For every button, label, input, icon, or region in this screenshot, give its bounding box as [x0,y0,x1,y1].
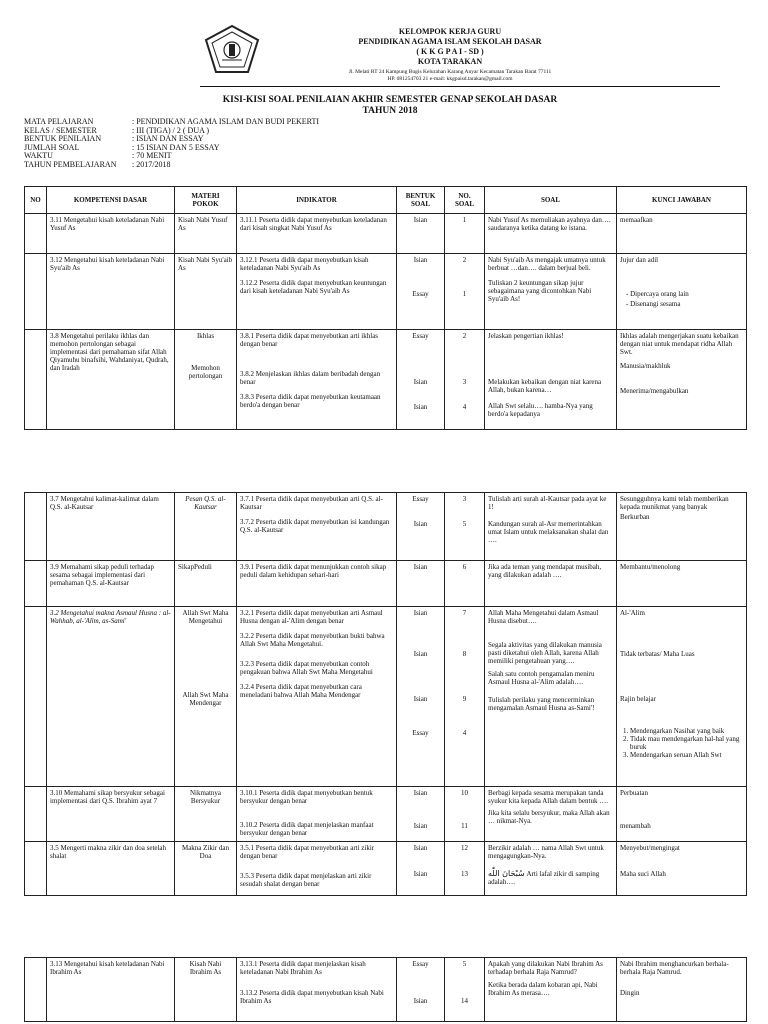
header-rule [200,86,720,87]
soal-line: Allah Maha Mengetahui dalam Asmaul Husna disebut…. [488,609,599,625]
indikator-cell [237,330,397,430]
kunci-cell: Membantu/menolong [617,561,747,607]
soal-cell [485,493,617,561]
indikator-line: 3.2.2 Peserta didik dapat menyebutkan bukti bahwa Allah Swt Maha Mengetahui. [240,632,385,648]
bentuk-line: Isian [413,520,428,528]
bentuk-line: Isian [413,997,428,1005]
bentuk-line: Isian [413,844,428,852]
soal-line: Berbagi kepada sesama merupakan tanda syukur kita kepada Allah dalam bentuk …. [488,789,608,805]
soal-cell: Jika ada teman yang mendapat musibah, yang dilakukan adalah …. [485,561,617,607]
bentuk-cell [397,254,445,330]
soal-line: Allah Swt selalu…. hamba-Nya yang berdo'a kepadanya [488,402,593,418]
bentuk-line: Isian [413,789,428,797]
soal-line: Apakah yang dilakukan Nabi Ibrahim As terhadap berhala Raja Namrud? [488,960,603,976]
materi-cell: Kisah Nabi Yusuf As [175,214,237,254]
table-row [25,607,747,787]
indikator-line: 3.8.2 Menjelaskan ikhlas dalam beribadah dengan benar [240,370,381,386]
kd-cell: 3.8 Mengetahui perilaku ikhlas dan memohon pertolongan sebagai implementasi dari pemahaman sifat Allah Qiyamuhu binafsihi, Wahdaniyat, Qudrah, dan Iradah [47,330,175,430]
meta-value: : 2017/2018 [132,159,171,169]
meta-key: MATA PELAJARAN [24,117,94,126]
nosoal-line: 5 [462,960,467,968]
nosoal-line: 10 [461,789,468,797]
kd-cell: 3.13 Mengetahui kisah keteladanan Nabi Ibrahim As [47,958,175,1022]
col-kompetensi: KOMPETENSI DASAR [47,187,175,214]
materi-cell: Kisah Nabi Syu'aib As [175,254,237,330]
bentuk-line: Isian [413,403,428,411]
kunci-line: Ikhlas adalah mengerjakan suatu kebaikan dengan niat untuk mendapat ridha Allah Swt. [620,332,739,356]
meta-key: JUMLAH SOAL [24,142,80,152]
indikator-line: 3.2.1 Peserta didik dapat menyebutkan arti Asmaul Husna dengan al-'Alim dengan benar [240,609,383,625]
nosoal-cell: 6 [445,561,485,607]
indikator-line: 3.10.2 Peserta didik dapat menjelaskan manfaat bersyukur dengan benar [240,821,374,837]
kunci-cell [617,493,747,561]
materi-line: Memohon pertolongan [188,364,223,380]
meta-key: TAHUN PEMBELAJARAN [24,159,117,169]
bentuk-cell [397,607,445,787]
kunci-list-item: 3. Mendengarkan seruan Allah Swt [630,751,743,759]
kisi-table-3 [24,957,747,1022]
nosoal-cell [445,607,485,787]
nosoal-line: 2 [462,256,467,264]
bentuk-line: Essay [412,290,429,298]
indikator-cell [237,493,397,561]
nosoal-cell: 1 [445,214,485,254]
org-name-4: KOTA TARAKAN [417,57,483,66]
kunci-line: Rajin belajar [620,695,656,703]
indikator-line: 3.8.1 Peserta didik dapat menyebutkan arti ikhlas dengan benar [240,332,379,348]
kunci-cell [617,787,747,842]
kunci-line: Menerima/mengabulkan [620,387,689,395]
meta-value: : 15 ISIAN DAN 5 ESSAY [132,142,220,152]
bentuk-cell [397,842,445,896]
soal-line: Melakukan kebaikan dengan niat karena Allah, bukan karena… [488,378,602,394]
table-row [25,842,747,896]
soal-cell [485,330,617,430]
kunci-line: Nabi Ibrahim menghancurkan berhala-berhala Raja Namrud. [620,960,729,976]
meta-row [24,161,319,170]
bentuk-line: Isian [413,822,428,830]
doc-title: KISI-KISI SOAL PENILAIAN AKHIR SEMESTER GENAP SEKOLAH DASAR [222,95,558,105]
indikator-cell [237,607,397,787]
kunci-cell [617,330,747,430]
nosoal-line: 14 [461,997,468,1005]
bentuk-line: Isian [413,609,428,617]
table-row [25,330,747,430]
kunci-line: Sesungguhnya kami telah memberikan kepada munikmat yang banyak [620,495,729,511]
table-row [25,493,747,561]
nosoal-cell [445,493,485,561]
kunci-line: Tidak terbatas/ Maha Luas [620,650,695,658]
soal-line: Salah satu contoh pengamalan meniru Asmaul Husna al-'Alim adalah…. [488,670,595,686]
kunci-line: Dingin [620,989,640,997]
nosoal-line: 8 [462,650,467,658]
soal-cell [485,254,617,330]
kunci-line: Menyebut/mengingat [620,844,680,852]
meta-key: WAKTU [24,151,53,161]
kunci-line: Al-'Alim [620,609,645,617]
bentuk-line: Isian [413,256,428,264]
soal-line: Tuliskan 2 keuntungan sikap jujur sebagaimana yang dicontohkan Nabi Syu'aib As! [488,279,592,303]
kunci-list [620,727,743,759]
nosoal-line: 3 [462,378,467,386]
soal-text: Arti lafal zikir di samping adalah…. [488,870,600,886]
indikator-line: 3.8.3 Peserta didik dapat menyebutkan keutamaan berdo'a dengan benar [240,393,381,409]
bentuk-line: Isian [413,695,428,703]
kunci-line: Perbuatan [620,789,648,797]
col-bentuk: BENTUK SOAL [397,187,445,214]
col-nosoal: NO. SOAL [445,187,485,214]
kd-cell: 3.5 Mengerti makna zikir dan doa setelah shalat [47,842,175,896]
kd-cell: 3.9 Memahami sikap peduli terhadap sesama sebagai implementasi dari pemahaman Q.S. al-Kautsar [47,561,175,607]
materi-cell [175,330,237,430]
indikator-cell [237,254,397,330]
soal-line: Nabi Syu'aib As mengajak umatnya untuk berbuat …dan…. dalam berjual beli. [488,256,606,272]
kunci-cell [617,958,747,1022]
kd-cell: 3.2 Mengetahui makna Asmaul Husna : al-Wahhab, al-'Alim, as-Sami' [47,607,175,787]
soal-cell: Nabi Yusuf As memuliakan ayahnya dan…. saudaranya ketika datang ke istana. [485,214,617,254]
indikator-line: 3.12.2 Peserta didik dapat menyebutkan keuntungan dari kisah keteladanan Nabi Syu'aib As [240,279,387,295]
kisi-table-1 [24,186,747,430]
soal-line: Jika kita selalu bersyukur, maka Allah akan … nikmat-Nya. [488,809,610,825]
meta-value: : PENDIDIKAN AGAMA ISLAM DAN BUDI PEKERTI [132,117,320,126]
soal-cell [485,958,617,1022]
col-soal: SOAL [485,187,617,214]
soal-cell [485,787,617,842]
indikator-line: 3.5.3 Peserta didik dapat menjelaskan arti zikir sesudah shalat dengan benar [240,872,372,888]
indikator-line: 3.2.4 Peserta didik dapat menyebutkan cara meneladani bahwa Allah Maha Mendengar [240,683,362,699]
nosoal-line: 7 [462,609,467,617]
doc-year: TAHUN 2018 [362,106,418,116]
indikator-line: 3.13.1 Peserta didik dapat menjelaskan kisah keteladanan Nabi Ibrahim As [240,960,366,976]
kunci-line: Maha suci Allah [620,870,666,878]
kd-cell: 3.11 Mengetahui kisah keteladanan Nabi Yusuf As [47,214,175,254]
soal-line: Segala aktivitas yang dilakukan manusia pasti diketahui oleh Allah, karena Allah memiliki pengetahuan yang…. [488,641,602,665]
org-name-2: PENDIDIKAN AGAMA ISLAM SEKOLAH DASAR [358,37,542,46]
kunci-cell [617,254,747,330]
bentuk-cell [397,958,445,1022]
kunci-line: - Dipercaya orang lain [626,290,689,298]
soal-line: Kandungan surah al-Asr memerintahkan umat Islam untuk melaksanakan shalat dan …. [488,520,609,544]
soal-cell [485,607,617,787]
kd-cell: 3.12 Mengetahui kisah keteladanan Nabi Syu'aib As [47,254,175,330]
org-contact: HP. 081254703 21 e-mail: kkgpaisd.tarakan@gmail.com [387,76,513,82]
table-row [25,958,747,1022]
nosoal-line: 3 [462,495,467,503]
col-indikator: INDIKATOR [237,187,397,214]
indikator-cell [237,787,397,842]
soal-line: Tulislah arti surah al-Kautsar pada ayat ke 1! [488,495,607,511]
col-kunci: KUNCI JAWABAN [617,187,747,214]
table-row [25,561,747,607]
bentuk-line: Essay [412,960,429,968]
nosoal-line: 4 [462,403,467,411]
col-no: NO [25,187,47,214]
nosoal-line: 11 [461,822,468,830]
nosoal-cell [445,958,485,1022]
materi-cell [175,607,237,787]
materi-cell: Makna Zikir dan Doa [175,842,237,896]
kunci-list-item: 1. Mendengarkan Nasihat yang baik [630,727,743,735]
meta-value: : III (TIGA) / 2 ( DUA ) [132,125,210,135]
bentuk-cell [397,330,445,430]
kunci-line: Manusia/makhluk [620,362,671,370]
indikator-line: 3.10.1 Peserta didik dapat menyebutkan bentuk bersyukur dengan benar [240,789,373,805]
meta-value: : ISIAN DAN ESSAY [132,134,204,144]
bentuk-line: Isian [413,378,428,386]
nosoal-cell [445,330,485,430]
materi-cell: Kisah Nabi Ibrahim As [175,958,237,1022]
indikator-line: 3.13.2 Peserta didik dapat menyebutkan kisah Nabi Ibrahim As [240,989,384,1005]
indikator-cell [237,958,397,1022]
kunci-line: Berkurban [620,513,650,521]
materi-cell: Nikmatnya Bersyukur [175,787,237,842]
meta-key: KELAS / SEMESTER [24,125,97,135]
bentuk-cell [397,787,445,842]
kd-cell: 3.10 Memahami sikap bersyukur sebagai implementasi dari Q.S. Ibrahim ayat 7 [47,787,175,842]
nosoal-line: 12 [461,844,468,852]
nosoal-cell [445,254,485,330]
org-name-3: ( K K G P A I - SD ) [416,47,484,56]
nosoal-cell [445,842,485,896]
nosoal-line: 4 [462,729,467,737]
kunci-line: menambah [620,822,651,830]
bentuk-cell: Isian [397,561,445,607]
indikator-line: 3.7.2 Peserta didik dapat menyebutkan isi kandungan Q.S. al-Kautsar [240,518,390,534]
bentuk-line: Essay [412,495,429,503]
kunci-list-item: 2. Tidak mau mendengarkan hal-hal yang buruk [630,735,743,751]
bentuk-line: Isian [413,870,428,878]
soal-line: Jelaskan pengertian ikhlas! [488,332,564,340]
indikator-cell: 3.11.1 Peserta didik dapat menyebutkan keteladanan dari kisah singkat Nabi Yusuf As [237,214,397,254]
soal-line: Tulislah perilaku yang mencerminkan mengamalan Asmaul Husna as-Sami'! [488,696,595,712]
table-row [25,254,747,330]
indikator-line: 3.12.1 Peserta didik dapat menyebutkan kisah keteladanan Nabi Syu'aib As [240,256,369,272]
kunci-line: Jujur dan adil [620,256,659,264]
indikator-line: 3.5.1 Peserta didik dapat menyebutkan arti zikir dengan benar [240,844,375,860]
arabic-text: سُبْحَانَ اللّٰه [488,869,525,878]
bentuk-line: Essay [412,332,429,340]
bentuk-cell [397,493,445,561]
table-header-row [25,187,747,214]
bentuk-line: Isian [413,650,428,658]
nosoal-line: 13 [461,870,468,878]
kunci-cell [617,842,747,896]
soal-line: Berzikir adalah … nama Allah Swt untuk mengagungkan-Nya. [488,844,604,860]
col-materi: MATERI POKOK [175,187,237,214]
materi-line: Ikhlas [196,332,215,340]
kd-cell: 3.7 Mengetahui kalimat-kalimat dalam Q.S. al-Kautsar [47,493,175,561]
indikator-cell: 3.9.1 Peserta didik dapat menunjukkan contoh sikap peduli dalam kehidupan sehari-hari [237,561,397,607]
org-address: Jl. Melati RT 24 Kampung Bugis Kelurahan Karang Anyar Kecamatan Tarakan Barat 77111 [348,69,552,75]
nosoal-cell [445,787,485,842]
kunci-cell: memaafkan [617,214,747,254]
nosoal-line: 2 [462,332,467,340]
kisi-table-2 [24,492,747,896]
soal-line: Ketika berada dalam kobaran api, Nabi Ibrahim As merasa…. [488,981,598,997]
indikator-line: 3.7.1 Peserta didik dapat menyebutkan arti Q.S. al-Kautsar [240,495,383,511]
materi-line: Allah Swt Maha Mengetahui [182,609,229,625]
nosoal-line: 1 [462,290,467,298]
indikator-line: 3.2.3 Peserta didik dapat menyebutkan contoh pengakuan bahwa Allah Swt Maha Mengetahui [240,660,373,676]
meta-key: BENTUK PENILAIAN [24,134,102,144]
indikator-cell [237,842,397,896]
bentuk-line: Essay [412,729,429,737]
nosoal-line: 5 [462,520,467,528]
kunci-cell [617,607,747,787]
table-row [25,214,747,254]
bentuk-cell: Isian [397,214,445,254]
nosoal-line: 9 [462,695,467,703]
materi-line: Allah Swt Maha Mendengar [182,691,229,707]
table-row [25,787,747,842]
materi-cell: Pesan Q.S. al-Kautsar [175,493,237,561]
kunci-line: - Disenangi sesama [626,300,681,308]
meta-block [24,118,319,170]
materi-cell: SikapPeduli [175,561,237,607]
meta-value: : 70 MENIT [132,151,172,161]
org-name-1: KELOMPOK KERJA GURU [398,27,502,36]
soal-line [488,870,613,886]
soal-cell [485,842,617,896]
